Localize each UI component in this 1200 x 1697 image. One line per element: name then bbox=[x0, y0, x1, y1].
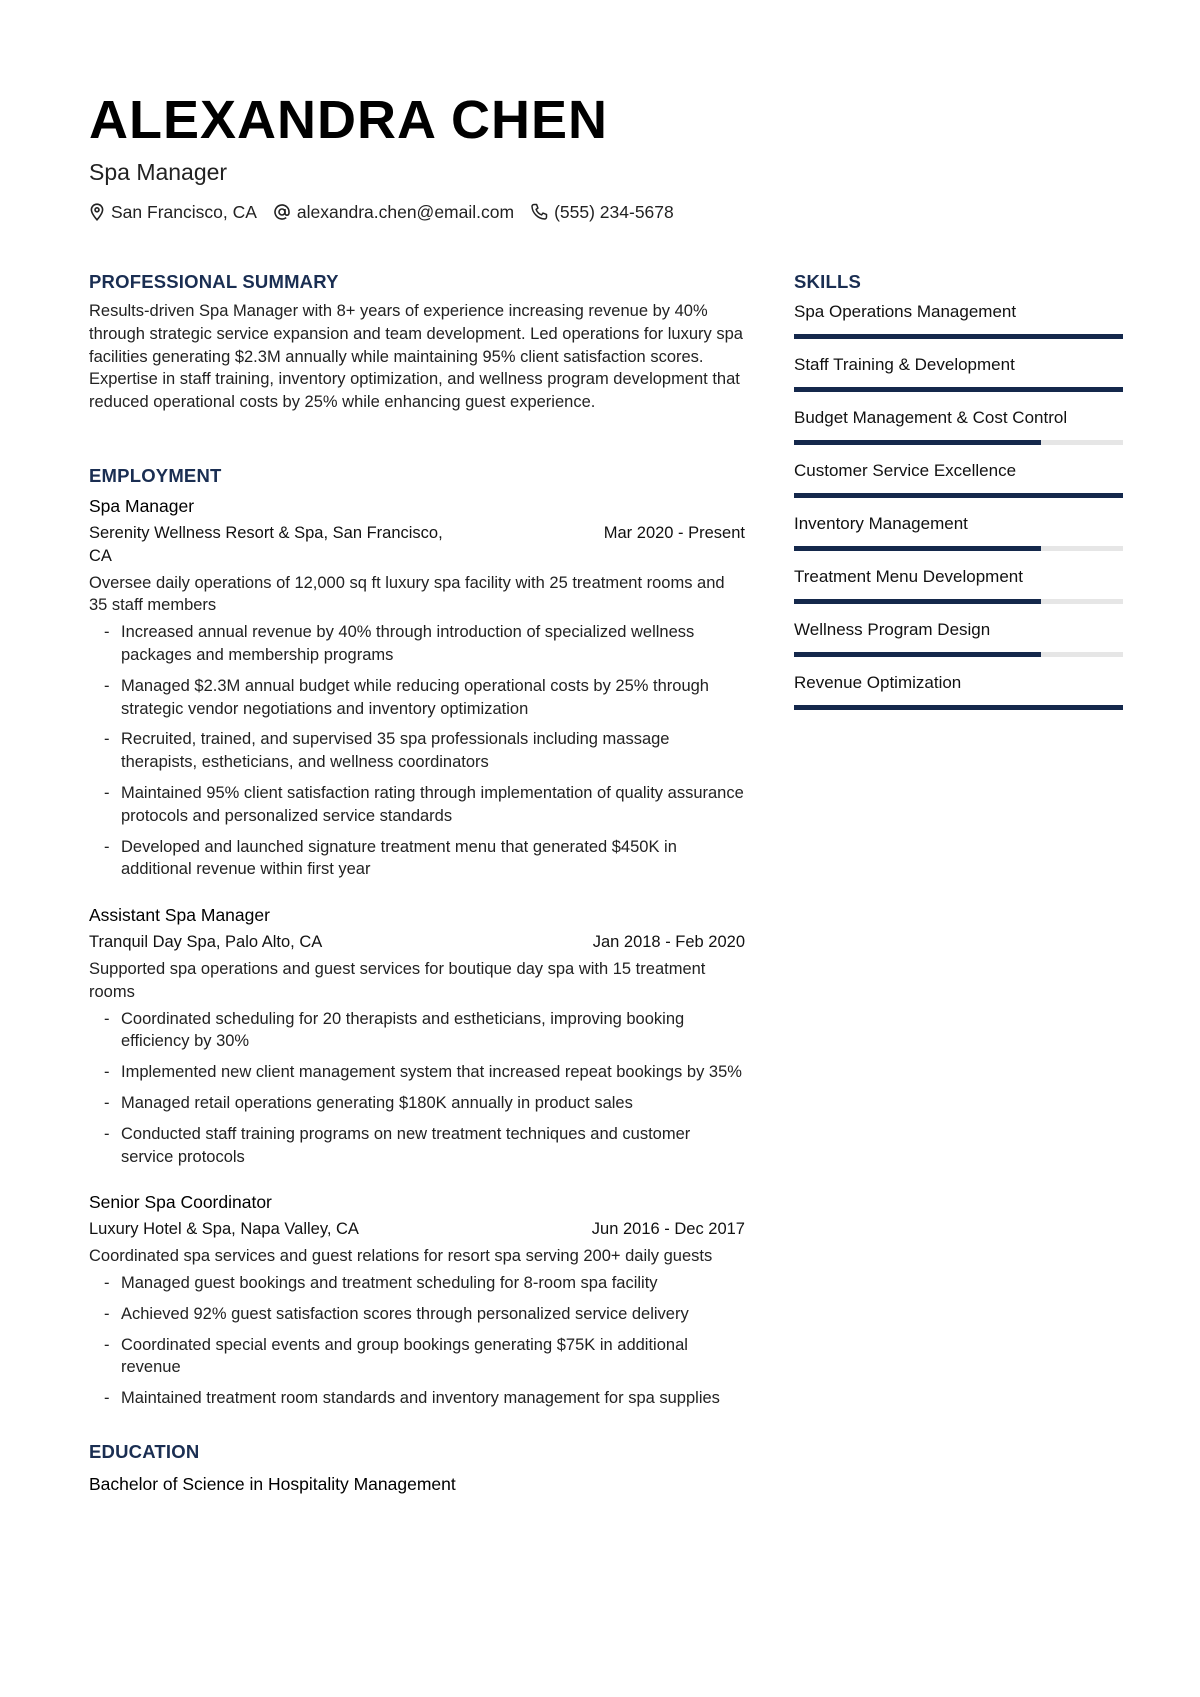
at-sign-icon bbox=[273, 203, 291, 221]
email-text[interactable]: alexandra.chen@email.com bbox=[296, 202, 515, 222]
skill-label: Budget Management & Cost Control bbox=[794, 408, 1068, 427]
job-bullets bbox=[89, 1272, 745, 1410]
education-heading: EDUCATION bbox=[89, 1440, 200, 1462]
job-meta bbox=[89, 931, 745, 954]
dash-marker: - bbox=[104, 837, 110, 856]
skill-level-fill bbox=[794, 546, 1041, 551]
bullet-item bbox=[89, 621, 745, 667]
skill-label: Staff Training & Development bbox=[794, 355, 1015, 374]
candidate-name: ALEXANDRA CHEN bbox=[89, 90, 609, 150]
skill-item bbox=[794, 459, 1123, 512]
dash-marker: - bbox=[104, 1335, 110, 1354]
main-column bbox=[89, 270, 745, 1496]
contact-location bbox=[89, 200, 257, 224]
bullet-text: Coordinated special events and group bookings generating $75K in additional revenue bbox=[121, 1335, 688, 1377]
contact-row bbox=[89, 200, 690, 224]
job-description: Supported spa operations and guest services for boutique day spa with 15 treatment rooms bbox=[89, 959, 706, 1001]
skill-level-bar bbox=[794, 440, 1123, 445]
job-bullets bbox=[89, 621, 745, 881]
skill-level-bar bbox=[794, 387, 1123, 392]
skill-level-fill bbox=[794, 334, 1123, 339]
bullet-text: Managed guest bookings and treatment scheduling for 8-room spa facility bbox=[121, 1273, 658, 1292]
job-dates: Jun 2016 - Dec 2017 bbox=[591, 1220, 745, 1239]
job-meta bbox=[89, 522, 745, 568]
skill-level-bar bbox=[794, 546, 1123, 551]
bullet-text: Implemented new client management system that increased repeat bookings by 35% bbox=[121, 1063, 742, 1082]
dash-marker: - bbox=[104, 1389, 110, 1408]
bullet-item bbox=[89, 1092, 745, 1115]
phone-icon bbox=[530, 203, 548, 221]
bullet-text: Developed and launched signature treatment menu that generated $450K in additional revenue within first year bbox=[121, 837, 677, 879]
skill-item bbox=[794, 300, 1123, 353]
job-entry bbox=[89, 494, 745, 881]
job-title: Spa Manager bbox=[89, 495, 195, 516]
bullet-item bbox=[89, 782, 745, 828]
skill-level-fill bbox=[794, 599, 1041, 604]
dash-marker: - bbox=[104, 1273, 110, 1292]
skill-label: Inventory Management bbox=[794, 514, 968, 533]
skill-item bbox=[794, 353, 1123, 406]
job-description: Coordinated spa services and guest relations for resort spa serving 200+ daily guests bbox=[89, 1247, 713, 1266]
dash-marker: - bbox=[104, 783, 110, 802]
skill-level-fill bbox=[794, 440, 1041, 445]
bullet-item bbox=[89, 1303, 745, 1326]
degree-title: Bachelor of Science in Hospitality Management bbox=[89, 1473, 456, 1494]
job-entry bbox=[89, 903, 745, 1168]
bullet-item bbox=[89, 1061, 745, 1084]
bullet-text: Achieved 92% guest satisfaction scores through personalized service delivery bbox=[121, 1304, 689, 1323]
skills-list bbox=[794, 300, 1123, 724]
skill-item bbox=[794, 671, 1123, 724]
job-dates: Jan 2018 - Feb 2020 bbox=[592, 933, 745, 952]
bullet-item bbox=[89, 675, 745, 721]
skill-label: Spa Operations Management bbox=[794, 302, 1017, 321]
summary-heading: PROFESSIONAL SUMMARY bbox=[89, 271, 339, 292]
skill-label: Customer Service Excellence bbox=[794, 461, 1017, 480]
job-company: Tranquil Day Spa, Palo Alto, CA bbox=[89, 933, 323, 952]
location-text: San Francisco, CA bbox=[111, 202, 257, 222]
bullet-text: Maintained 95% client satisfaction rating through implementation of quality assurance protocols and personalized service standards bbox=[121, 783, 744, 825]
employment-section bbox=[89, 464, 745, 1410]
job-bullets bbox=[89, 1008, 745, 1169]
dash-marker: - bbox=[104, 1093, 110, 1112]
bullet-text: Coordinated scheduling for 20 therapists and estheticians, improving booking efficiency by 30% bbox=[121, 1009, 685, 1051]
skill-item bbox=[794, 406, 1123, 459]
education-section bbox=[89, 1440, 745, 1496]
job-title: Assistant Spa Manager bbox=[89, 905, 270, 926]
dash-marker: - bbox=[104, 676, 110, 695]
bullet-text: Recruited, trained, and supervised 35 spa professionals including massage therapists, estheticians, and wellness coordinators bbox=[121, 730, 670, 772]
bullet-item bbox=[89, 836, 745, 882]
bullet-text: Conducted staff training programs on new treatment techniques and customer service protocols bbox=[121, 1124, 691, 1166]
contact-email[interactable] bbox=[273, 200, 514, 224]
job-description: Oversee daily operations of 12,000 sq ft luxury spa facility with 25 treatment rooms and 35 staff members bbox=[89, 573, 725, 615]
skill-item bbox=[794, 565, 1123, 618]
summary-text: Results-driven Spa Manager with 8+ years of experience increasing revenue by 40% through strategic service expansion and team development. Led operations for luxury spa facilities generating $2.3M annually while maintaining 95% client satisfaction scores. Expertise in staff training, inventory optimization, and wellness program development that reduced operational costs by 25% while enhancing guest experience. bbox=[89, 302, 743, 412]
bullet-item bbox=[89, 1123, 745, 1169]
bullet-item bbox=[89, 1008, 745, 1054]
jobs-list bbox=[89, 494, 745, 1410]
phone-text[interactable]: (555) 234-5678 bbox=[554, 202, 674, 222]
skill-level-bar bbox=[794, 652, 1123, 657]
sidebar-column bbox=[794, 270, 1123, 724]
skill-level-bar bbox=[794, 599, 1123, 604]
job-meta bbox=[89, 1218, 745, 1241]
skill-label: Treatment Menu Development bbox=[794, 567, 1023, 586]
employment-heading: EMPLOYMENT bbox=[89, 464, 222, 486]
dash-marker: - bbox=[104, 623, 110, 642]
candidate-title: Spa Manager bbox=[89, 159, 228, 185]
job-dates: Mar 2020 - Present bbox=[603, 523, 745, 542]
skill-item bbox=[794, 512, 1123, 565]
skill-item bbox=[794, 618, 1123, 671]
bullet-item bbox=[89, 1334, 745, 1380]
skill-level-bar bbox=[794, 705, 1123, 710]
skill-label: Revenue Optimization bbox=[794, 673, 962, 692]
skill-level-fill bbox=[794, 493, 1123, 498]
bullet-text: Managed retail operations generating $180K annually in product sales bbox=[121, 1093, 633, 1112]
dash-marker: - bbox=[104, 1063, 110, 1082]
skill-level-bar bbox=[794, 493, 1123, 498]
skill-level-fill bbox=[794, 705, 1123, 710]
dash-marker: - bbox=[104, 730, 110, 749]
bullet-text: Maintained treatment room standards and inventory management for spa supplies bbox=[121, 1389, 720, 1408]
skill-level-bar bbox=[794, 334, 1123, 339]
dash-marker: - bbox=[104, 1009, 110, 1028]
skill-level-fill bbox=[794, 652, 1041, 657]
dash-marker: - bbox=[104, 1304, 110, 1323]
bullet-item bbox=[89, 1272, 745, 1295]
skills-heading: SKILLS bbox=[794, 271, 861, 292]
job-entry bbox=[89, 1190, 745, 1410]
skill-level-fill bbox=[794, 387, 1123, 392]
bullet-text: Increased annual revenue by 40% through introduction of specialized wellness packages and membership programs bbox=[121, 623, 695, 664]
skill-label: Wellness Program Design bbox=[794, 620, 991, 639]
bullet-item bbox=[89, 728, 745, 774]
contact-phone[interactable] bbox=[530, 200, 674, 224]
bullet-text: Managed $2.3M annual budget while reducing operational costs by 25% through strategic vendor negotiations and inventory optimization bbox=[121, 676, 709, 718]
dash-marker: - bbox=[104, 1124, 110, 1143]
job-company: Serenity Wellness Resort & Spa, San Francisco, CA bbox=[89, 523, 443, 565]
map-pin-icon bbox=[89, 203, 105, 221]
job-title: Senior Spa Coordinator bbox=[89, 1192, 272, 1213]
job-company: Luxury Hotel & Spa, Napa Valley, CA bbox=[89, 1220, 359, 1239]
bullet-item bbox=[89, 1387, 745, 1410]
